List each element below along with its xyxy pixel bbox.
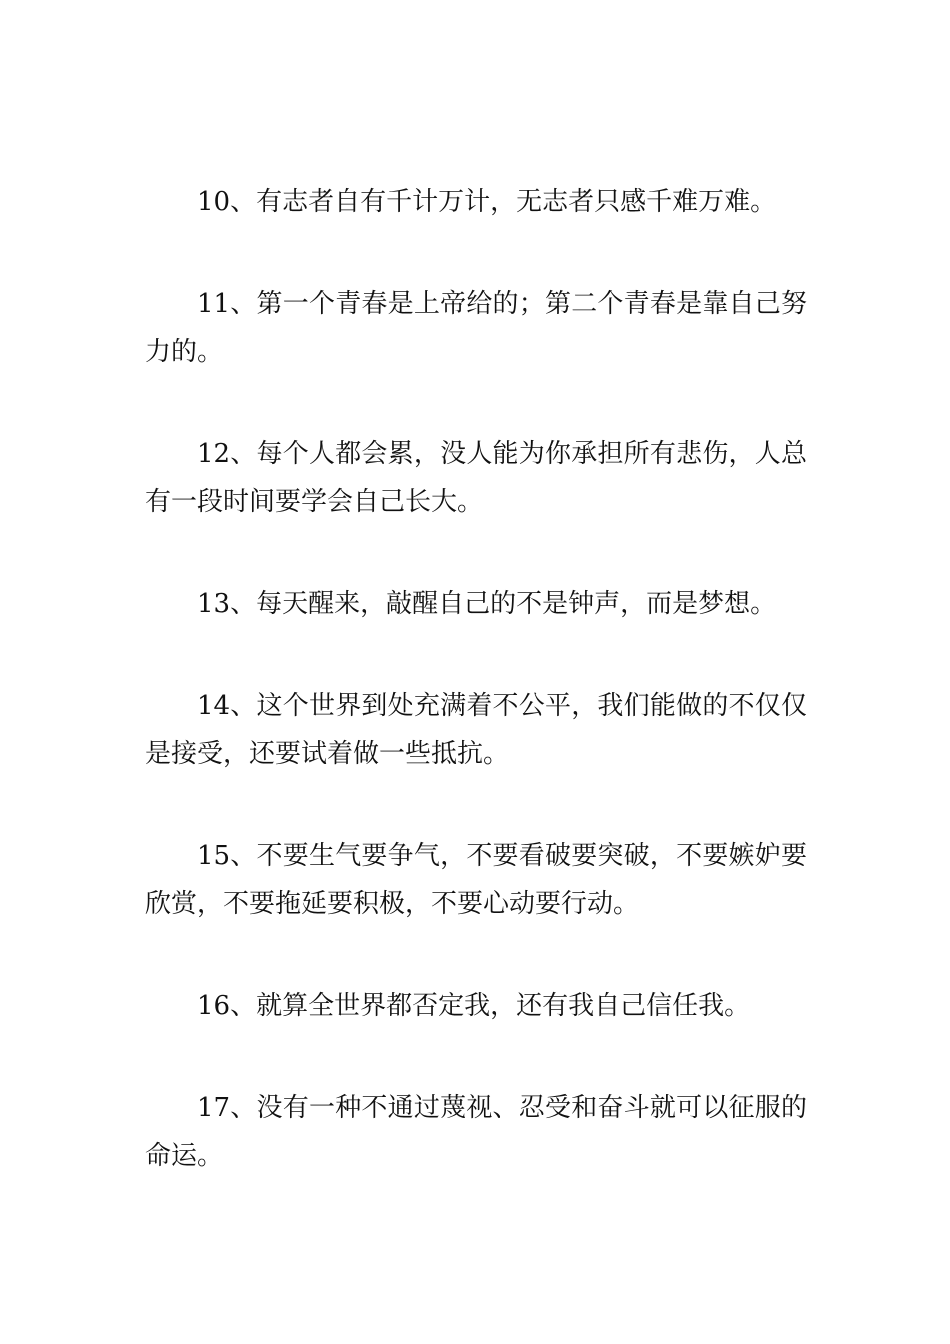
quote-paragraph-14: 14、这个世界到处充满着不公平，我们能做的不仅仅是接受，还要试着做一些抵抗。 [145,691,807,769]
quote-paragraph-17: 17、没有一种不通过蔑视、忍受和奋斗就可以征服的命运。 [145,1093,807,1171]
quote-paragraph-11: 11、第一个青春是上帝给的；第二个青春是靠自己努力的。 [145,289,807,367]
quote-paragraph-10: 10、有志者自有千计万计，无志者只感千难万难。 [197,187,777,217]
document-body [145,178,807,1234]
quote-paragraph-15: 15、不要生气要争气，不要看破要突破，不要嫉妒要欣赏，不要拖延要积极，不要心动要行动。 [145,841,807,919]
quote-paragraph-12: 12、每个人都会累，没人能为你承担所有悲伤，人总有一段时间要学会自己长大。 [145,439,807,517]
quote-paragraph-16: 16、就算全世界都否定我，还有我自己信任我。 [197,991,751,1021]
quote-paragraph-13: 13、每天醒来，敲醒自己的不是钟声，而是梦想。 [197,589,777,619]
